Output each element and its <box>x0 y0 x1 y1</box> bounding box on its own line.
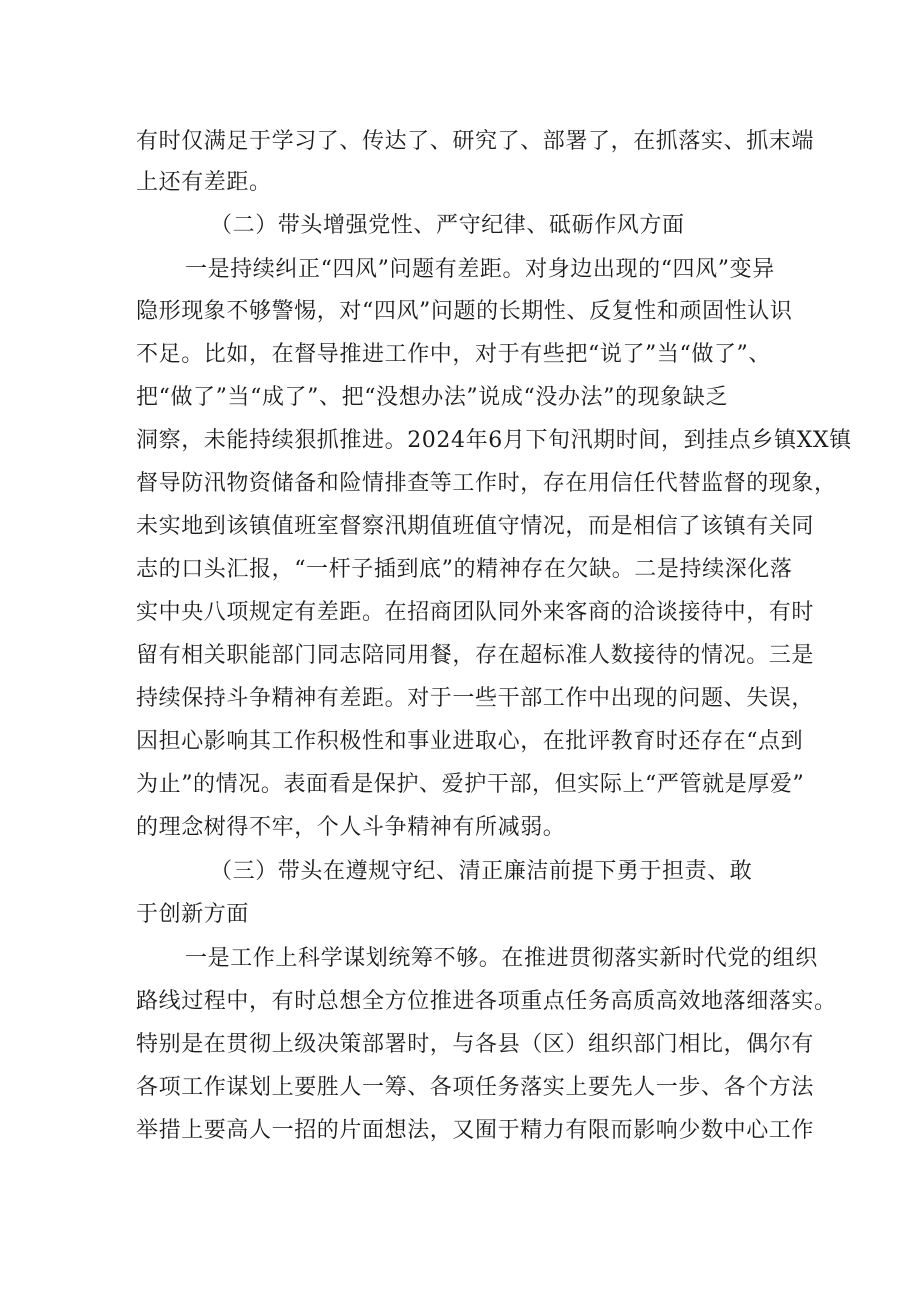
paragraph-line: 一是工作上科学谋划统筹不够。在推进贯彻落实新时代党的组织 <box>185 946 818 971</box>
paragraph-line: 的理念树得不牢，个人斗争精神有所减弱。 <box>136 815 566 840</box>
paragraph-line: 实中央八项规定有差距。在招商团队同外来客商的洽谈接待中，有时 <box>136 600 815 625</box>
paragraph-line: 不足。比如，在督导推进工作中，对于有些把“说了”当“做了”、 <box>136 342 771 367</box>
paragraph-line: 路线过程中，有时总想全方位推进各项重点任务高质高效地落细落实。 <box>136 989 837 1014</box>
paragraph-line: 因担心影响其工作积极性和事业进取心，在批评教育时还存在“点到 <box>136 729 804 754</box>
paragraph-line: 有时仅满足于学习了、传达了、研究了、部署了，在抓落实、抓末端 <box>136 129 815 154</box>
paragraph-line: 持续保持斗争精神有差距。对于一些干部工作中出现的问题、失误， <box>136 686 815 711</box>
paragraph-line: 督导防汛物资储备和险情排查等工作时，存在用信任代替监督的现象， <box>136 471 837 496</box>
paragraph-line: 一是持续纠正“四风”问题有差距。对身边出现的“四风”变异 <box>185 257 775 282</box>
paragraph-line: 特别是在贯彻上级决策部署时，与各县（区）组织部门相比，偶尔有 <box>136 1032 815 1057</box>
paragraph-line: 留有相关职能部门同志陪同用餐，存在超标准人数接待的情况。三是 <box>136 643 815 668</box>
paragraph-line: 各项工作谋划上要胜人一筹、各项任务落实上要先人一步、各个方法 <box>136 1075 815 1100</box>
paragraph-line: 把“做了”当“成了”、把“没想办法”说成“没办法”的现象缺乏 <box>136 385 728 410</box>
paragraph-line: 洞察，未能持续狠抓推进。2024年6月下旬汛期时间，到挂点乡镇XX镇 <box>136 428 852 453</box>
paragraph-line: 志的口头汇报，“一杆子插到底”的精神存在欠缺。二是持续深化落 <box>136 557 793 582</box>
section-heading: （三）带头在遵规守纪、清正廉洁前提下勇于担责、敢 <box>210 859 753 884</box>
paragraph-line: 为止”的情况。表面看是保护、爱护干部，但实际上“严管就是厚爱” <box>136 772 805 797</box>
paragraph-line: 举措上要高人一招的片面想法，又囿于精力有限而影响少数中心工作 <box>136 1118 815 1143</box>
paragraph-line: 未实地到该镇值班室督察汛期值班值守情况，而是相信了该镇有关同 <box>136 514 815 539</box>
section-heading-continuation: 于创新方面 <box>136 902 250 927</box>
paragraph-line: 上还有差距。 <box>136 170 272 195</box>
paragraph-line: 隐形现象不够警惕，对“四风”问题的长期性、反复性和顽固性认识 <box>136 299 793 324</box>
section-heading: （二）带头增强党性、严守纪律、砥砺作风方面 <box>210 213 685 238</box>
